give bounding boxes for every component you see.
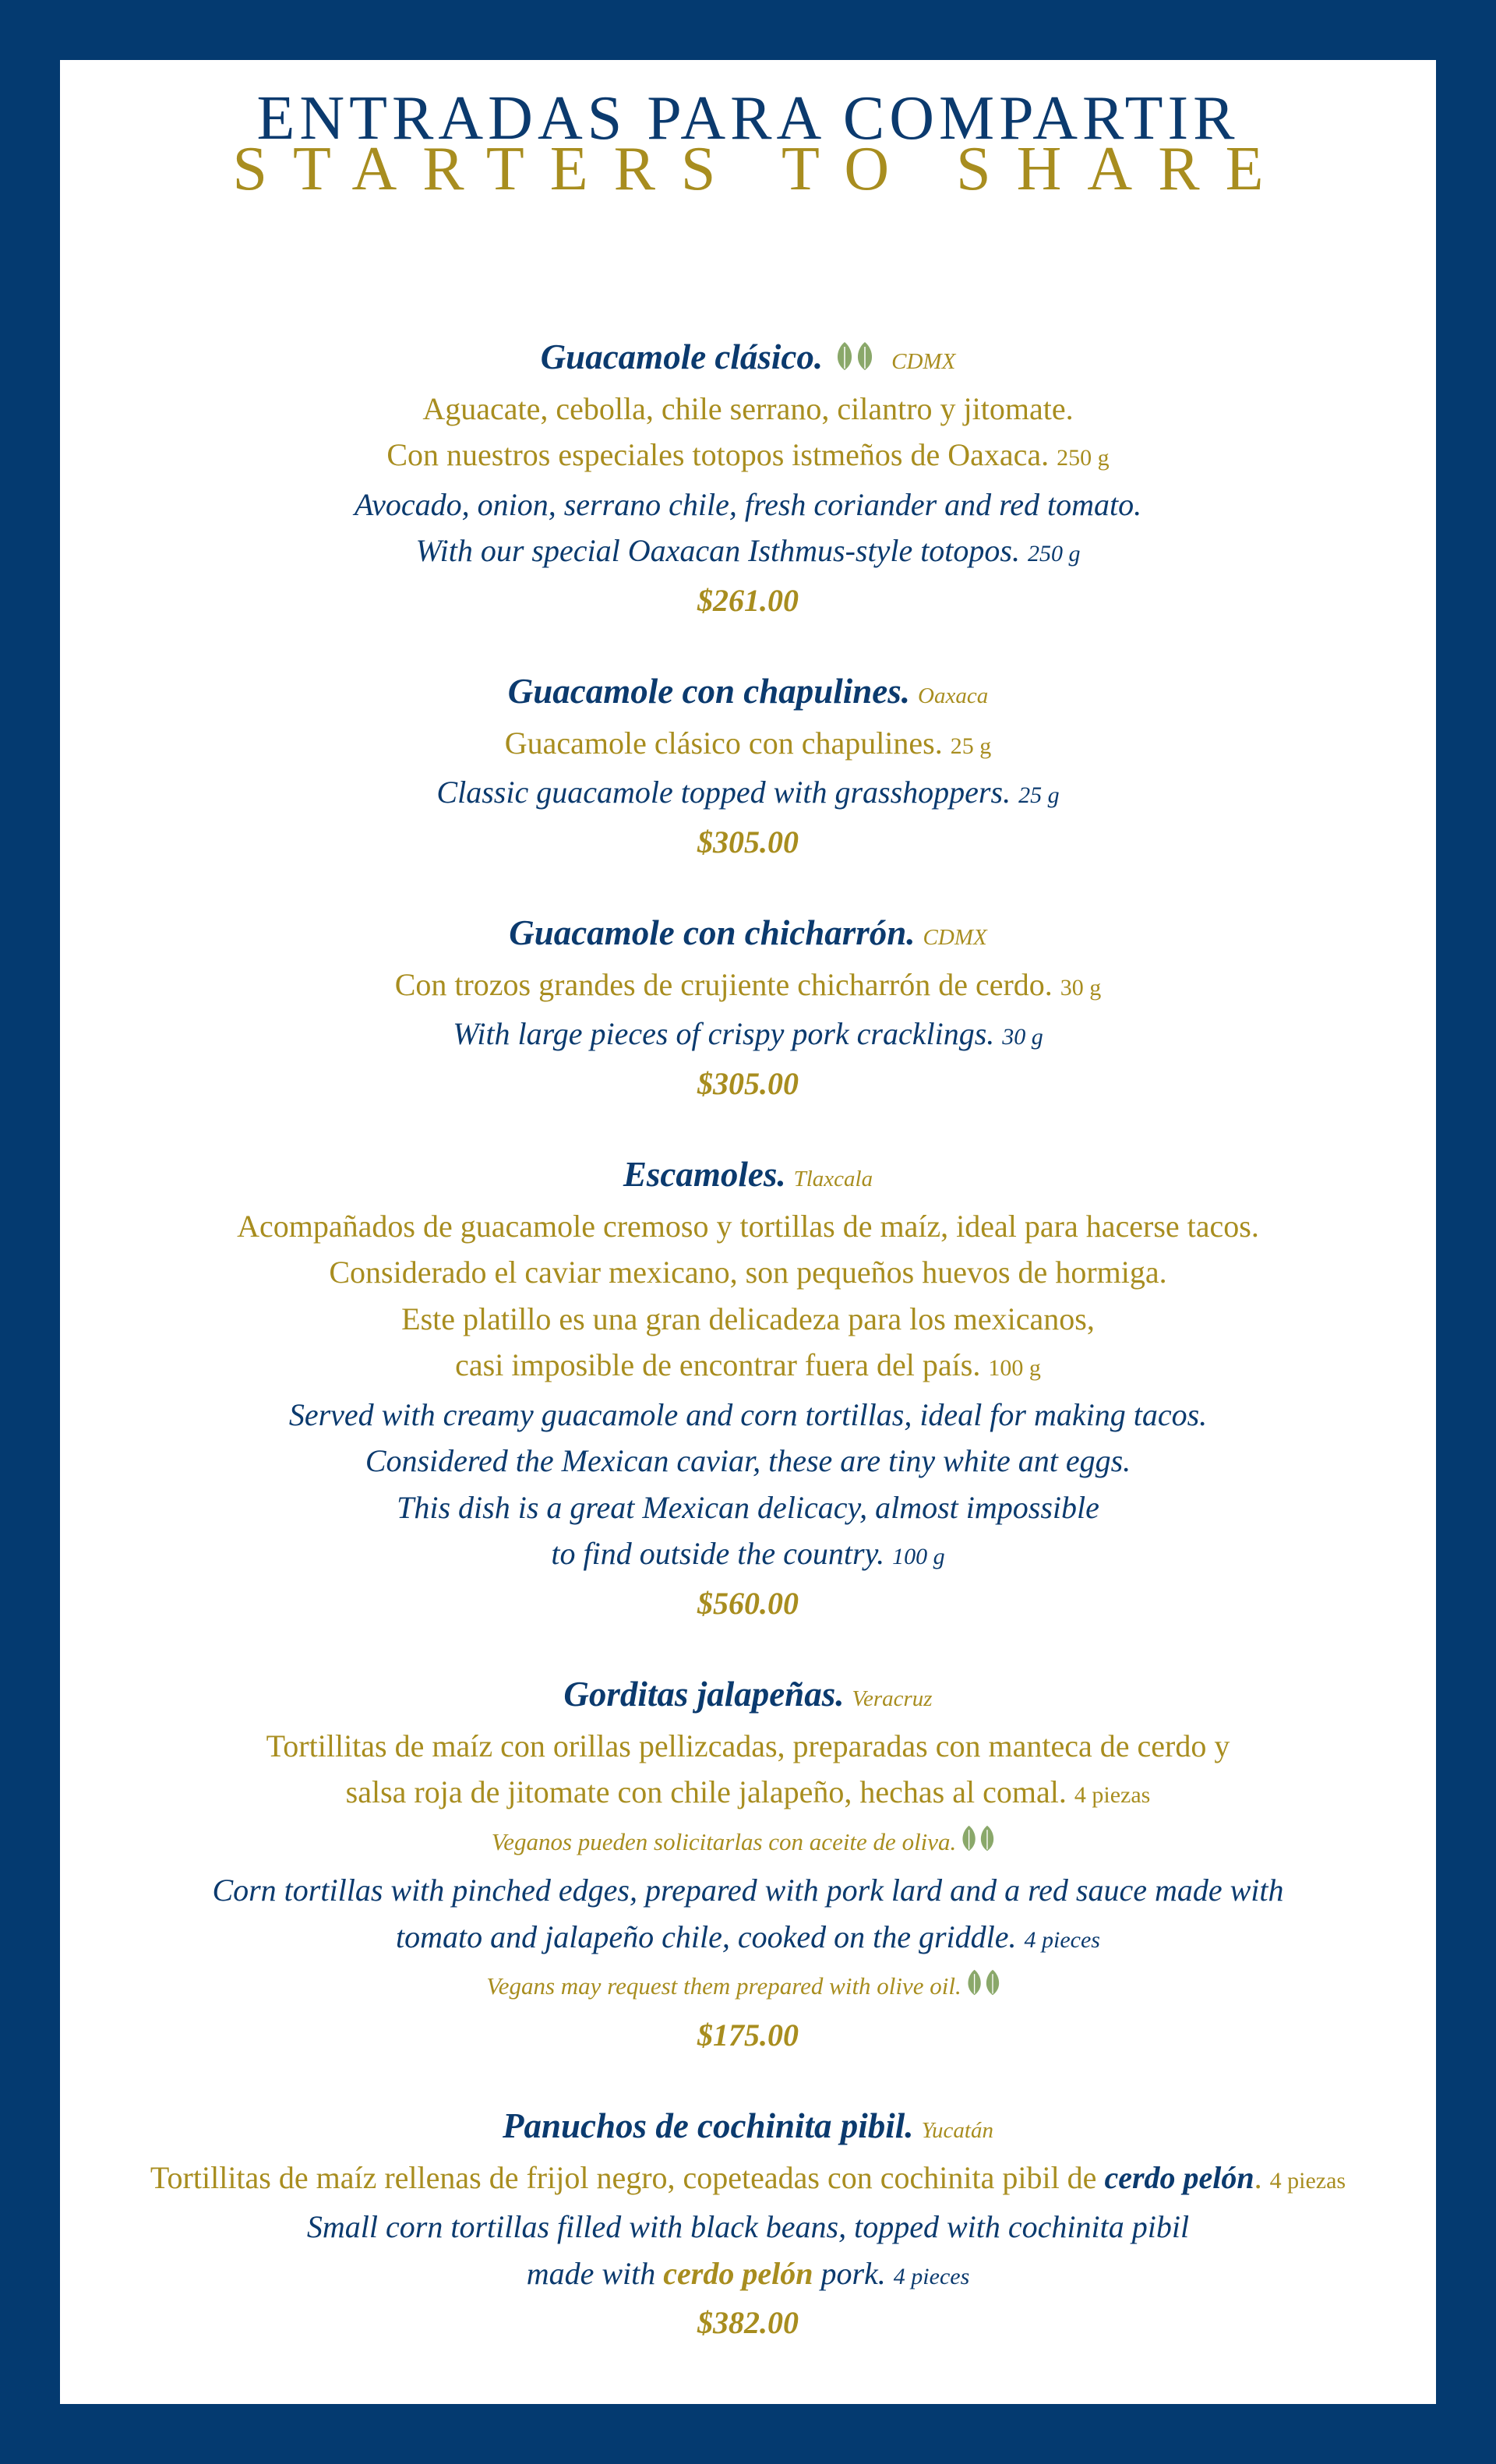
description-es: Tortillitas de maíz rellenas de frijol negro, copeteadas con cochinita pibil de (150, 2159, 1097, 2195)
description-en: Small corn tortillas filled with black beans, topped with cochinita pibil (306, 2209, 1190, 2245)
description-en: made with (526, 2255, 656, 2291)
menu-item (60, 910, 1436, 1107)
description-es: Con trozos grandes de crujiente chicharrón de cerdo. (394, 966, 1053, 1002)
description-en: Considered the Mexican caviar, these are tiny white ant eggs. (365, 1443, 1131, 1478)
portion-en: 100 g (892, 1544, 945, 1569)
portion-es: 25 g (950, 732, 992, 759)
description-en: With large pieces of crispy pork cracklings. (453, 1016, 995, 1051)
menu-header (60, 84, 1436, 203)
menu-page (60, 60, 1436, 2404)
dish-name: Panuchos de cochinita pibil. (503, 2106, 914, 2146)
dish-name: Guacamole con chapulines. (507, 672, 911, 711)
description-es: casi imposible de encontrar fuera del país. (455, 1347, 981, 1382)
dish-origin: Tlaxcala (793, 1167, 873, 1191)
portion-en: 30 g (1002, 1024, 1043, 1050)
vegan-note-es: Veganos pueden solicitarlas con aceite de oliva. (491, 1827, 957, 1855)
description-en: Served with creamy guacamole and corn tortillas, ideal for making tacos. (288, 1396, 1208, 1432)
title-english: STARTERS TO SHARE (232, 135, 1290, 203)
description-en: Avocado, onion, serrano chile, fresh coriander and red tomato. (354, 486, 1142, 522)
dish-name: Escamoles. (623, 1155, 786, 1194)
dish-price: $305.00 (697, 824, 799, 860)
description-en: Corn tortillas with pinched edges, prepared with pork lard and a red sauce made with (212, 1873, 1284, 1908)
description-en: With our special Oaxacan Isthmus-style totopos. (415, 533, 1020, 568)
portion-es: 4 piezas (1074, 1782, 1151, 1808)
menu-item (60, 1671, 1436, 2058)
description-es: Con nuestros especiales totopos istmeños de Oaxaca. (386, 437, 1050, 472)
description-en: tomato and jalapeño chile, cooked on the griddle. (396, 1919, 1017, 1954)
portion-en: 4 pieces (1024, 1926, 1100, 1953)
description-es-end: . (1254, 2159, 1262, 2195)
description-es: Aguacate, cebolla, chile serrano, cilantro y jitomate. (422, 390, 1074, 426)
dish-origin: Yucatán (921, 2118, 993, 2144)
dish-name: Guacamole clásico. (540, 337, 824, 376)
dish-origin: CDMX (891, 349, 956, 374)
menu-item (60, 669, 1436, 865)
emphasis-cerdo-pelon: cerdo pelón (663, 2255, 813, 2291)
dish-price: $261.00 (697, 582, 799, 618)
dish-price: $560.00 (697, 1585, 799, 1621)
vegan-leaf-icon (965, 1965, 1007, 2012)
menu-item (60, 1152, 1436, 1626)
portion-es: 4 piezas (1269, 2167, 1346, 2194)
dish-name: Gorditas jalapeñas. (563, 1675, 845, 1714)
description-es: Tortillitas de maíz con orillas pellizcadas, preparadas con manteca de cerdo y (266, 1728, 1230, 1763)
portion-es: 250 g (1057, 445, 1110, 471)
dish-name: Guacamole con chicharrón. (509, 913, 916, 952)
description-en-end: pork. (820, 2255, 886, 2291)
description-es: Acompañados de guacamole cremoso y tortillas de maíz, ideal para hacerse tacos. (237, 1208, 1259, 1244)
menu-item (60, 334, 1436, 623)
portion-es: 30 g (1060, 974, 1102, 1001)
portion-es: 100 g (988, 1355, 1041, 1381)
dish-origin: CDMX (923, 925, 987, 950)
title-spanish: ENTRADAS PARA COMPARTIR (256, 84, 1240, 153)
description-es: Este platillo es una gran delicadeza para los mexicanos, (401, 1301, 1095, 1336)
dish-price: $305.00 (697, 1065, 799, 1101)
portion-en: 25 g (1018, 782, 1060, 808)
vegan-note-en: Vegans may request them prepared with olive oil. (486, 1972, 961, 2000)
vegan-leaf-icon (959, 1821, 1001, 1868)
description-es: Guacamole clásico con chapulines. (504, 725, 943, 761)
portion-en: 250 g (1027, 541, 1081, 567)
menu-list (60, 334, 1436, 2392)
description-en: Classic guacamole topped with grasshoppers. (436, 775, 1011, 810)
description-en: This dish is a great Mexican delicacy, almost impossible (397, 1489, 1099, 1525)
description-es: salsa roja de jitomate con chile jalapeño, hechas al comal. (345, 1774, 1067, 1809)
emphasis-cerdo-pelon: cerdo pelón (1104, 2159, 1254, 2195)
vegan-leaf-icon (834, 338, 880, 385)
dish-price: $175.00 (697, 2017, 799, 2053)
dish-origin: Oaxaca (918, 683, 989, 708)
description-es: Considerado el caviar mexicano, son pequeños huevos de hormiga. (329, 1255, 1167, 1290)
portion-en: 4 pieces (893, 2263, 970, 2289)
menu-item (60, 2103, 1436, 2346)
description-en: to find outside the country. (551, 1536, 885, 1571)
dish-price: $382.00 (697, 2305, 799, 2341)
dish-origin: Veracruz (852, 1686, 933, 1711)
